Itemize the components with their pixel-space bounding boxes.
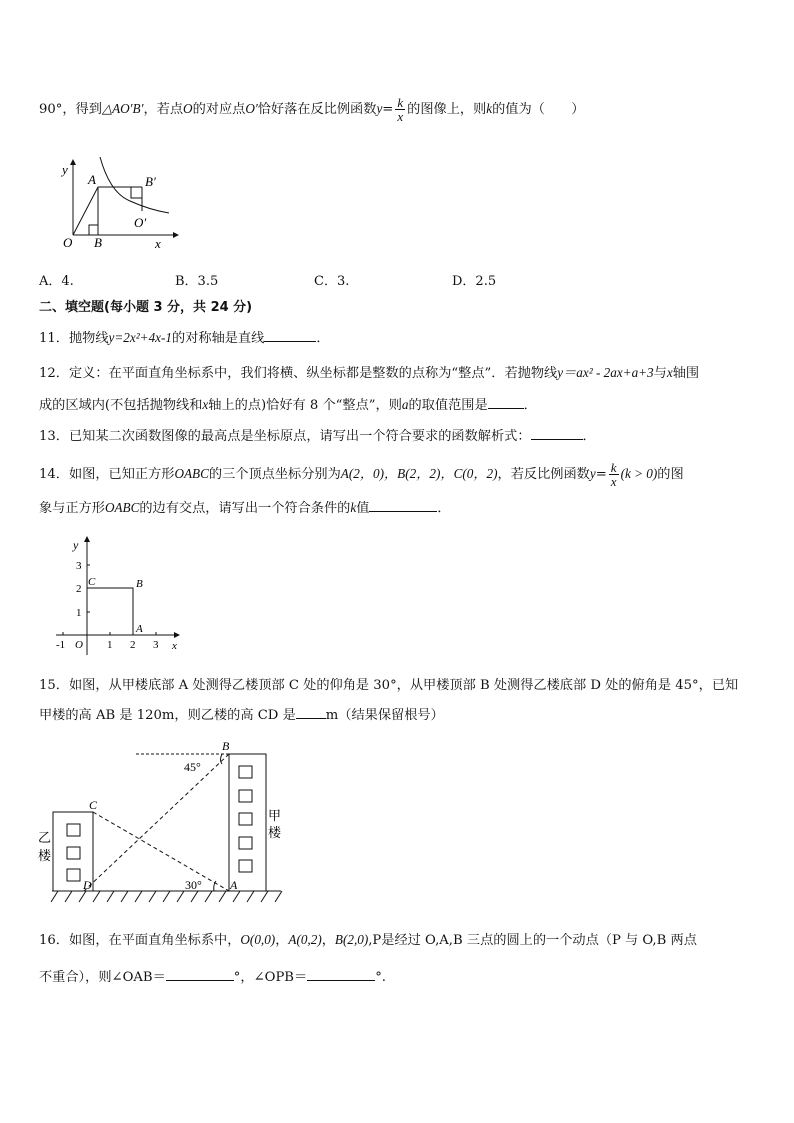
q15-fig-angle30: 30° <box>185 878 202 892</box>
q12-l1a: 12．定义：在平面直角坐标系中，我们将横、纵坐标都是整数的点称为“整点”．若抛物线 <box>39 366 558 381</box>
q13-a: 13．已知某二次函数图像的最高点是坐标原点，请写出一个符合要求的函数解析式： <box>39 429 531 444</box>
q12-line2 <box>39 395 537 416</box>
q10-fig-b: B <box>94 235 102 250</box>
q14-square: OABC <box>174 466 209 481</box>
q14-y: y <box>589 466 596 481</box>
q16-sep2: ， <box>321 933 335 948</box>
q11-expr: y=2x²+4x-1 <box>108 330 173 345</box>
section-title: 二、填空题(每小题 3 分，共 24 分) <box>39 300 253 315</box>
q15-fig-c: C <box>89 798 98 812</box>
q16-blank1[interactable] <box>166 967 234 981</box>
q13-blank[interactable] <box>531 426 583 440</box>
q15-figure <box>36 736 286 908</box>
q12-l2c: 轴上的点)恰好有 8 个“整点”，则 <box>208 398 402 413</box>
q14-square2: OABC <box>104 500 140 515</box>
q16-point-b: B(2,0) <box>334 932 369 947</box>
q14-frac-den: x <box>610 474 617 489</box>
q10-post: 的值为（ ） <box>492 102 585 117</box>
q10-triangle: △AO′B′ <box>101 101 144 116</box>
q15-fig-a: A <box>230 878 238 892</box>
q14-fig-x3: 3 <box>153 639 159 651</box>
q16-line1 <box>39 930 697 951</box>
q10-fig-o: O <box>63 235 73 250</box>
q12-l1e: 轴围 <box>672 366 700 381</box>
q14-condition: (k > 0) <box>620 466 658 481</box>
q14-fig-tick1: 1 <box>76 607 82 619</box>
q10-mid4: 的图像上，则 <box>407 102 487 117</box>
q12-x2: x <box>202 397 209 412</box>
q15-fig-jia: 甲 <box>268 808 282 823</box>
q14-fig-c: C <box>88 576 96 588</box>
q11-c: 的对称轴是直线 <box>172 331 265 346</box>
q12-line1 <box>39 363 699 384</box>
q16-l2a: 不重合），则∠OAB＝ <box>39 970 166 985</box>
q14-fig-b: B <box>136 578 143 590</box>
q14-line1 <box>39 461 684 488</box>
q10-option-d: D．2.5 <box>452 274 497 289</box>
q10-fig-bprime: B′ <box>145 174 156 189</box>
q15-line2 <box>39 705 444 726</box>
q10-frac-num: k <box>397 95 404 110</box>
q15-line1: 15．如图，从甲楼底部 A 处测得乙楼顶部 C 处的仰角是 30°，从甲楼顶部 B 处测得乙楼底部 D 处的俯角是 45°，已知 <box>39 678 739 693</box>
q15-l2b: m（结果保留根号） <box>325 708 444 723</box>
q16-l2c: °. <box>375 970 386 985</box>
q10-figure <box>55 155 180 250</box>
q11-a: 11．抛物线 <box>39 331 109 346</box>
q16-blank2[interactable] <box>307 967 375 981</box>
q16-point-o: O(0,0) <box>240 932 276 947</box>
q10-option-a: A．4. <box>39 274 74 289</box>
q12-parabola: y＝ax² - 2ax+a+3 <box>557 365 654 380</box>
q14-fig-tick3: 3 <box>76 560 82 572</box>
q16-l1b: ,P是经过 O,A,B 三点的圆上的一个动点（P 与 O,B 两点 <box>368 933 697 948</box>
q14-l2c: 的边有交点，请写出一个符合条件的 <box>139 501 351 516</box>
q15-blank[interactable] <box>296 705 326 719</box>
q14-k: k <box>350 500 357 515</box>
q15-fig-lou1: 楼 <box>38 848 52 863</box>
q10-frac-den: x <box>397 109 404 124</box>
q10-option-b: B．3.5 <box>175 274 219 289</box>
q16-line2 <box>39 967 386 988</box>
q14-fig-o: O <box>75 639 83 651</box>
q14-line2 <box>39 498 451 519</box>
q14-l2a: 象与正方形 <box>39 501 105 516</box>
q16-sep1: ， <box>275 933 289 948</box>
q14-l1f: 的图 <box>657 467 684 482</box>
q12-l2f: ． <box>523 398 537 413</box>
q14-fig-x2: 2 <box>130 639 136 651</box>
q14-fraction <box>609 461 619 488</box>
q14-l2f: ． <box>437 501 451 516</box>
q12-l1c: 与 <box>653 366 667 381</box>
q14-coords: A(2，0)，B(2，2)，C(0，2) <box>340 466 498 481</box>
q12-a: a <box>401 397 409 412</box>
q11-d: ． <box>316 331 330 346</box>
q15-fig-b: B <box>222 739 230 753</box>
q10-eq: = <box>382 102 394 117</box>
q10-k: k <box>486 101 493 116</box>
q15-fig-yi: 乙 <box>38 830 52 845</box>
q14-frac-num: k <box>610 460 617 475</box>
q16-l2b: °，∠OPB＝ <box>233 970 308 985</box>
q14-fig-xm1: -1 <box>56 639 66 651</box>
q13-b: ． <box>582 429 596 444</box>
q16-l1a: 16．如图，在平面直角坐标系中， <box>39 933 241 948</box>
q10-fraction <box>395 96 405 123</box>
q13-text <box>39 426 596 447</box>
q10-mid3: 恰好落在反比例函数 <box>257 102 377 117</box>
q14-l2e: 值 <box>356 501 370 516</box>
q10-text <box>39 96 584 123</box>
q10-fig-a: A <box>88 172 96 187</box>
q10-fig-oprime: O′ <box>134 215 147 230</box>
q14-eq: = <box>595 467 607 482</box>
q14-blank[interactable] <box>369 498 437 512</box>
q14-l1e: ，若反比例函数 <box>497 467 590 482</box>
q14-fig-tick2: 2 <box>76 583 82 595</box>
q14-l1a: 14．如图，已知正方形 <box>39 467 175 482</box>
q14-fig-a: A <box>136 623 143 635</box>
q15-fig-angle45: 45° <box>184 760 201 774</box>
q12-x: x <box>666 365 673 380</box>
q11-blank[interactable] <box>264 328 316 342</box>
q14-fig-x: x <box>172 640 177 652</box>
q14-l1c: 的三个顶点坐标分别为 <box>208 467 341 482</box>
q10-mid1: ，若点 <box>143 102 184 117</box>
q12-l2e: 的取值范围是 <box>408 398 488 413</box>
q14-fig-x1: 1 <box>107 639 113 651</box>
q14-fig-y: y <box>73 538 79 552</box>
q11-text <box>39 328 330 349</box>
q12-blank[interactable] <box>488 395 524 409</box>
q10-y: y <box>376 101 383 116</box>
q10-option-c: C．3. <box>314 274 350 289</box>
q10-pre: 90°，得到 <box>39 102 102 117</box>
q14-figure <box>52 533 182 658</box>
q10-mid2: 的对应点 <box>192 102 246 117</box>
q12-l2a: 成的区域内(不包括抛物线和 <box>39 398 203 413</box>
q15-fig-d: D <box>83 878 92 892</box>
q15-fig-lou2: 楼 <box>268 825 282 840</box>
q10-fig-y: y <box>62 162 68 177</box>
q10-point-oprime: O′ <box>245 101 258 116</box>
q15-l2a: 甲楼的高 AB 是 120m，则乙楼的高 CD 是 <box>39 708 296 723</box>
q16-point-a: A(0,2) <box>288 932 322 947</box>
q10-fig-x: x <box>155 236 161 250</box>
q10-point-o: O <box>183 101 193 116</box>
